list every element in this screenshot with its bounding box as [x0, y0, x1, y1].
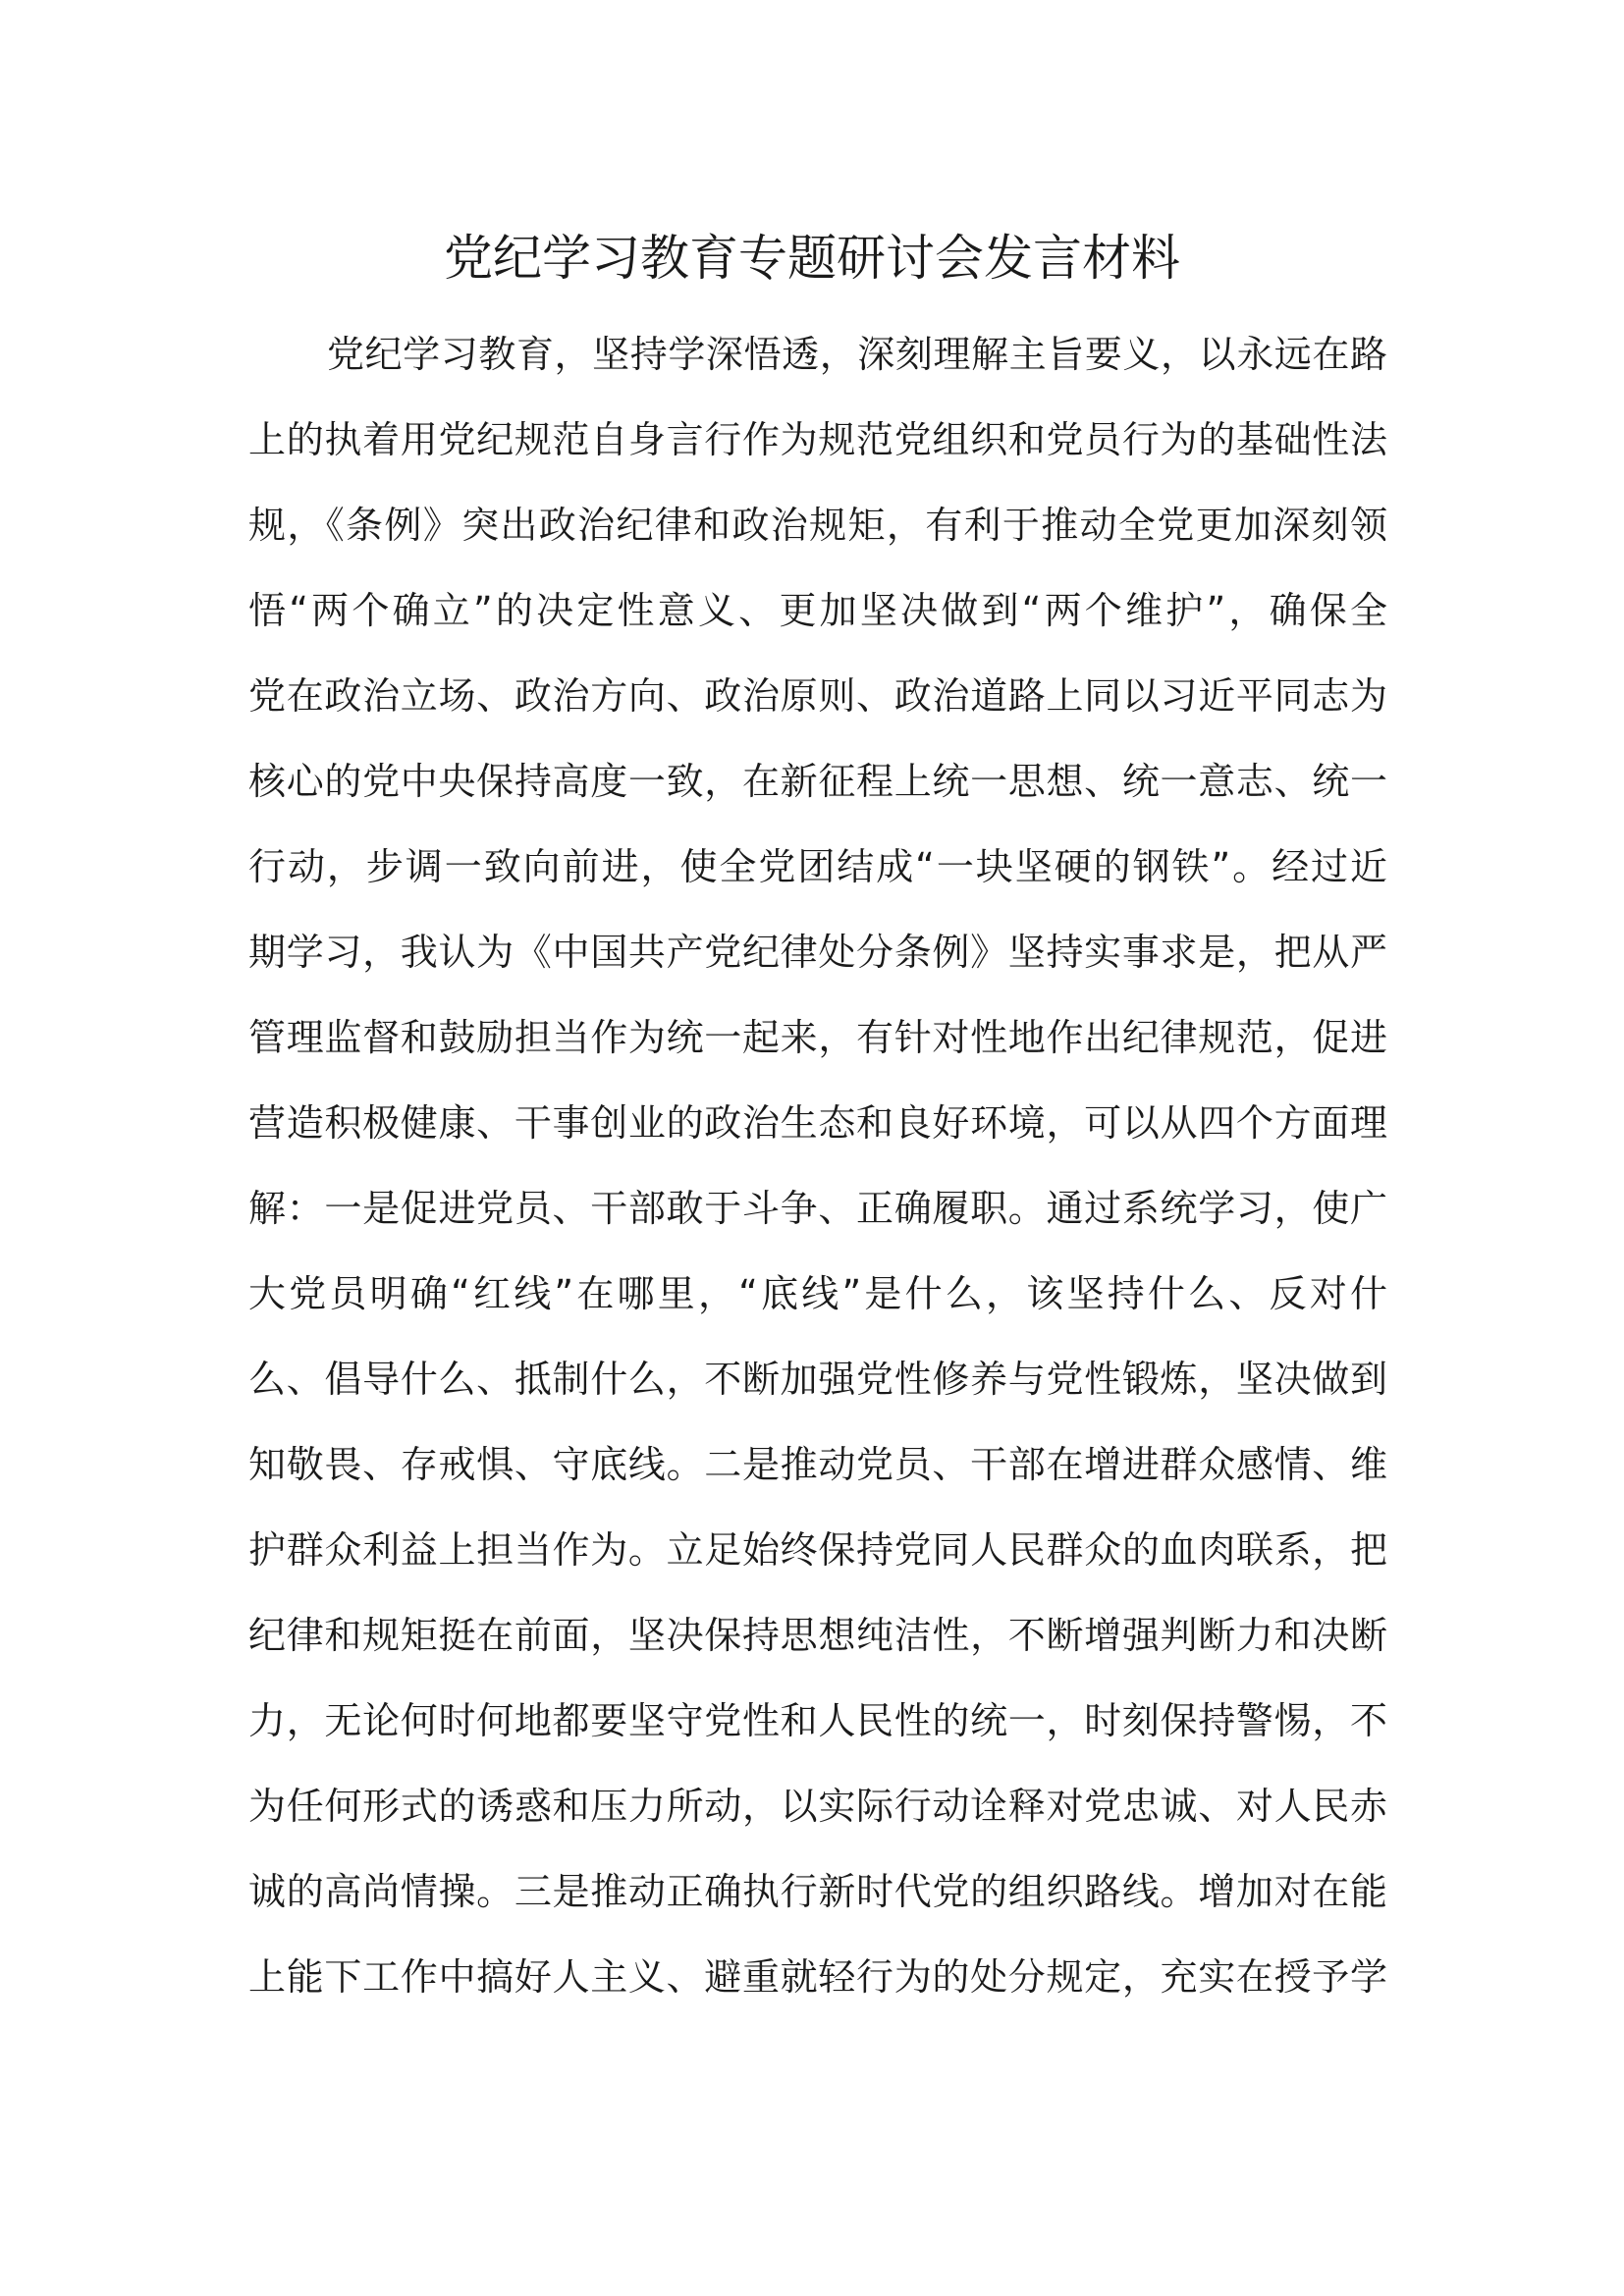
body-line: 为任何形式的诱惑和压力所动，以实际行动诠释对党忠诚、对人民赤 — [248, 1785, 1387, 1828]
body-line: 规，《条例》突出政治纪律和政治规矩，有利于推动全党更加深刻领 — [248, 504, 1387, 547]
body-line: 纪律和规矩挺在前面，坚决保持思想纯洁性，不断增强判断力和决断 — [248, 1614, 1387, 1657]
document-body — [248, 312, 1387, 2020]
body-line: 核心的党中央保持高度一致，在新征程上统一思想、统一意志、统一 — [248, 760, 1387, 803]
body-line: 期学习，我认为《中国共产党纪律处分条例》坚持实事求是，把从严 — [248, 931, 1387, 974]
body-line: 力，无论何时何地都要坚守党性和人民性的统一，时刻保持警惕，不 — [248, 1699, 1387, 1742]
body-line: 营造积极健康、干事创业的政治生态和良好环境，可以从四个方面理 — [248, 1101, 1387, 1145]
body-line: 知敬畏、存戒惧、守底线。二是推动党员、干部在增进群众感情、维 — [248, 1443, 1387, 1486]
body-line: 党纪学习教育，坚持学深悟透，深刻理解主旨要义，以永远在路 — [327, 333, 1387, 376]
body-line: 诚的高尚情操。三是推动正确执行新时代党的组织路线。增加对在能 — [248, 1870, 1387, 1913]
body-line: 行动，步调一致向前进，使全党团结成“一块坚硬的钢铁”。经过近 — [248, 845, 1387, 888]
body-line: 护群众利益上担当作为。立足始终保持党同人民群众的血肉联系，把 — [248, 1528, 1387, 1572]
body-line: 大党员明确“红线”在哪里，“底线”是什么，该坚持什么、反对什 — [248, 1272, 1387, 1315]
body-line: 上的执着用党纪规范自身言行作为规范党组织和党员行为的基础性法 — [248, 418, 1387, 461]
body-line: 么、倡导什么、抵制什么，不断加强党性修养与党性锻炼，坚决做到 — [248, 1358, 1387, 1401]
body-line: 解：一是促进党员、干部敢于斗争、正确履职。通过系统学习，使广 — [248, 1187, 1387, 1230]
body-line: 管理监督和鼓励担当作为统一起来，有针对性地作出纪律规范，促进 — [248, 1016, 1387, 1059]
body-line: 悟“两个确立”的决定性意义、更加坚决做到“两个维护”，确保全 — [248, 589, 1387, 632]
body-line: 党在政治立场、政治方向、政治原则、政治道路上同以习近平同志为 — [248, 674, 1387, 718]
document-title: 党纪学习教育专题研讨会发言材料 — [444, 230, 1180, 287]
body-line: 上能下工作中搞好人主义、避重就轻行为的处分规定，充实在授予学 — [248, 1955, 1387, 1999]
